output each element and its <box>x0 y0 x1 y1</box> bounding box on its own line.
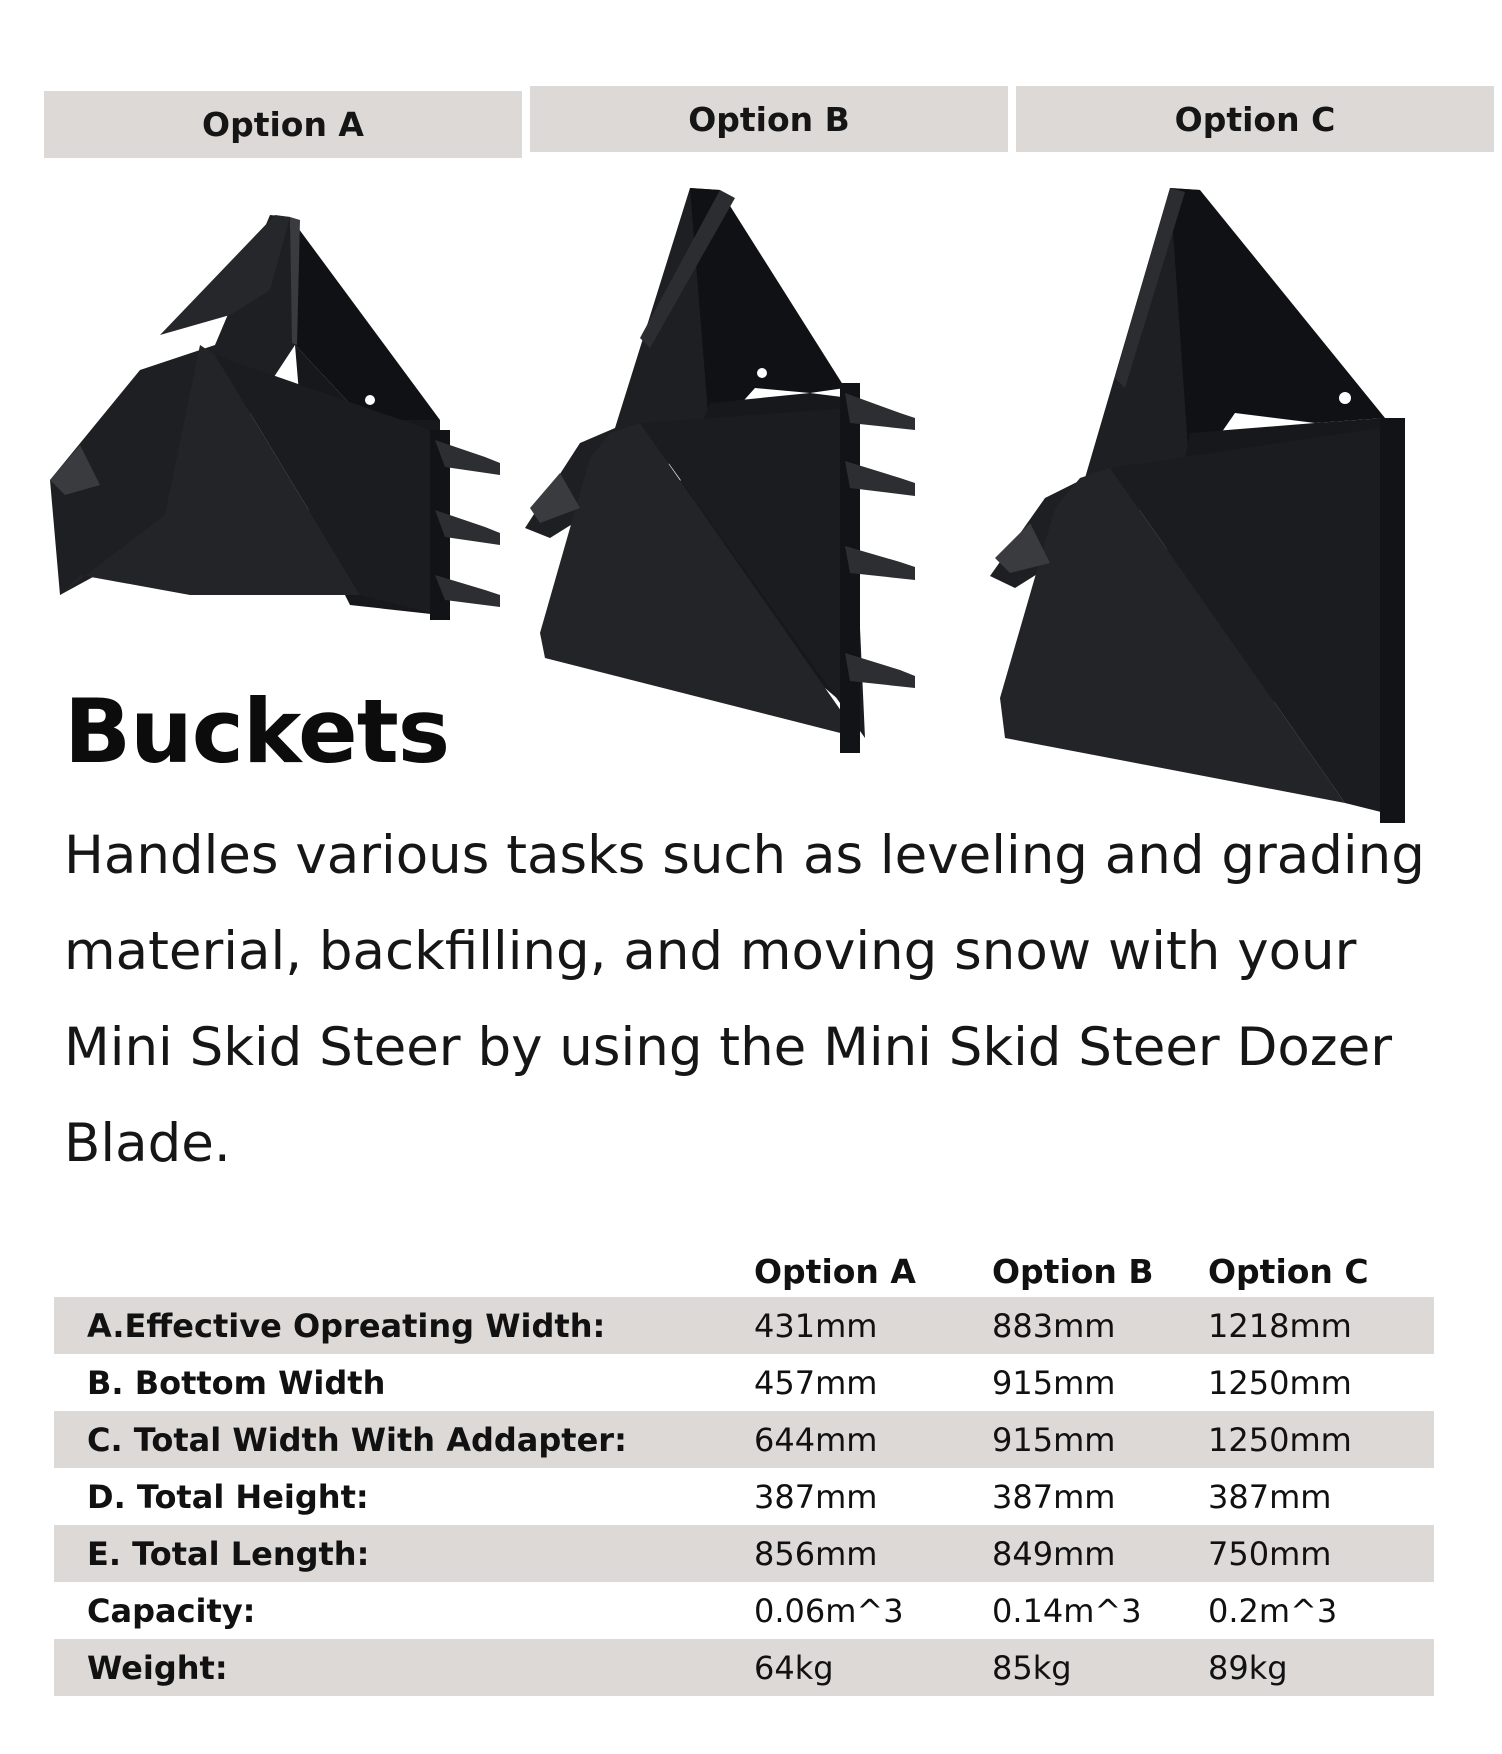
spec-table <box>54 1245 1434 1696</box>
spec-value-a: 64kg <box>754 1639 992 1696</box>
spec-value-b: 849mm <box>992 1525 1208 1582</box>
spec-value-a: 856mm <box>754 1525 992 1582</box>
table-row <box>54 1639 1434 1696</box>
spec-value-b: 883mm <box>992 1297 1208 1354</box>
table-row <box>54 1525 1434 1582</box>
spec-value-c: 89kg <box>1208 1639 1434 1696</box>
spec-value-b: 387mm <box>992 1477 1116 1516</box>
option-c-header: Option C <box>1016 86 1494 152</box>
spec-value-c: 387mm <box>1208 1477 1332 1516</box>
spec-value-c: 1250mm <box>1208 1363 1352 1402</box>
bucket-option-c-image <box>985 178 1465 828</box>
spec-value-b: 915mm <box>992 1411 1208 1468</box>
spec-label: A.Effective Opreating Width: <box>54 1297 754 1354</box>
spec-header-label <box>54 1245 754 1297</box>
spec-label: Weight: <box>54 1639 754 1696</box>
option-b-header: Option B <box>530 86 1008 152</box>
spec-value-b: 915mm <box>992 1363 1116 1402</box>
spec-label: B. Bottom Width <box>87 1363 386 1402</box>
spec-value-a: 431mm <box>754 1297 992 1354</box>
page-title: Buckets <box>64 680 450 783</box>
spec-value-c: 0.2m^3 <box>1208 1591 1338 1630</box>
spec-value-c: 1250mm <box>1208 1411 1434 1468</box>
bucket-option-a-image <box>40 195 530 655</box>
spec-value-c: 1218mm <box>1208 1297 1434 1354</box>
spec-value-b: 85kg <box>992 1639 1208 1696</box>
spec-label: E. Total Length: <box>54 1525 754 1582</box>
option-a-header: Option A <box>44 91 522 158</box>
table-row <box>54 1468 1434 1525</box>
spec-label: Capacity: <box>87 1591 256 1630</box>
spec-value-c: 750mm <box>1208 1525 1434 1582</box>
bucket-option-b-image <box>520 178 990 753</box>
product-description: Handles various tasks such as leveling and grading material, backfilling, and moving snow with your Mini Skid Steer by using the Mini Skid Steer Dozer Blade. <box>64 825 1425 1174</box>
spec-header-option-c: Option C <box>1208 1251 1369 1291</box>
table-row <box>54 1354 1434 1411</box>
spec-header-option-b: Option B <box>992 1251 1154 1291</box>
spec-value-b: 0.14m^3 <box>992 1591 1142 1630</box>
spec-label: C. Total Width With Addapter: <box>54 1411 754 1468</box>
spec-value-a: 0.06m^3 <box>754 1591 904 1630</box>
spec-value-a: 644mm <box>754 1411 992 1468</box>
spec-value-a: 387mm <box>754 1477 878 1516</box>
spec-header-row <box>54 1245 1434 1297</box>
table-row <box>54 1411 1434 1468</box>
spec-value-a: 457mm <box>754 1363 878 1402</box>
table-row <box>54 1582 1434 1639</box>
table-row <box>54 1297 1434 1354</box>
spec-header-option-a: Option A <box>754 1251 916 1291</box>
spec-label: D. Total Height: <box>87 1477 369 1516</box>
